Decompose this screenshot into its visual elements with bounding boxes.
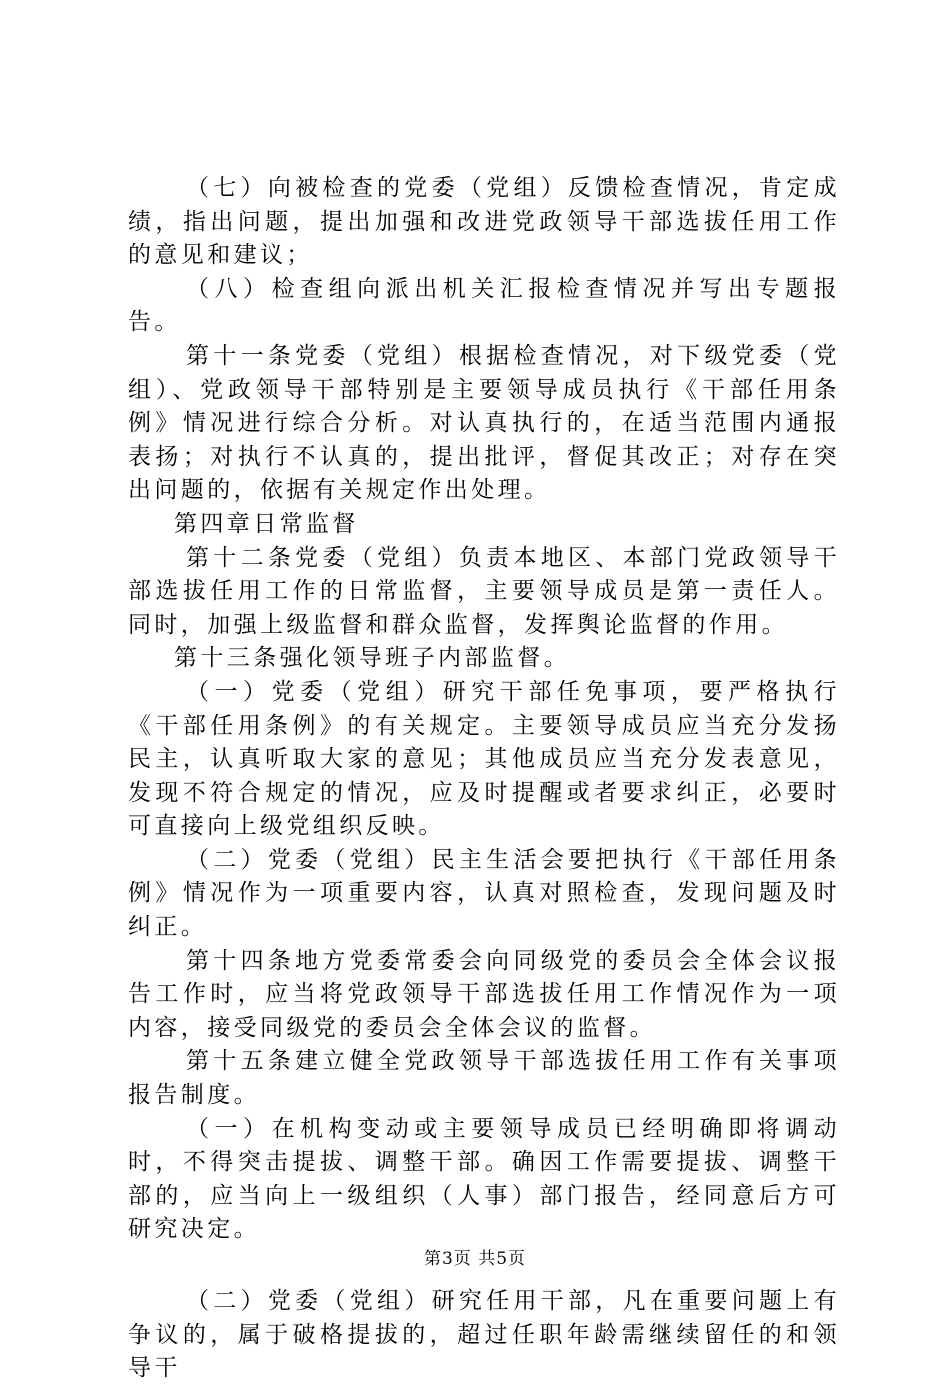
article-15: 第十五条建立健全党政领导干部选拔任用工作有关事项报告制度。 bbox=[128, 1048, 840, 1109]
article-13: 第十三条强化领导班子内部监督。 bbox=[174, 645, 570, 672]
article-15-item-1: （一）在机构变动或主要领导成员已经明确即将调动时，不得突击提拔、调整干部。确因工作需要提拔、调整干部的，应当向上一级组织（人事）部门报告，经同意后方可研究决定。 bbox=[128, 1115, 840, 1243]
article-13-item-2: （二）党委（党组）民主生活会要把执行《干部任用条例》情况作为一项重要内容，认真对照检查，发现问题及时纠正。 bbox=[128, 846, 840, 941]
page-number-footer: 第3页 共5页 bbox=[423, 1249, 527, 1269]
article-11: 第十一条党委（党组）根据检查情况，对下级党委（党组）、党政领导干部特别是主要领导成员执行《干部任用条例》情况进行综合分析。对认真执行的，在适当范围内通报表扬；对执行不认真的，提出批评，督促其改正；对存在突出问题的，依据有关规定作出处理。 bbox=[128, 342, 840, 504]
paragraph-7-feedback: （七）向被检查的党委（党组）反馈检查情况，肯定成绩，指出问题，提出加强和改进党政领导干部选拔任用工作的意见和建议； bbox=[128, 175, 840, 269]
chapter-4-heading: 第四章日常监督 bbox=[174, 510, 359, 537]
article-15-item-2: （二）党委（党组）研究任用干部，凡在重要问题上有争议的，属于破格提拔的，超过任职年龄需继续留任的和领导干 bbox=[128, 1288, 840, 1382]
paragraph-8-report: （八）检查组向派出机关汇报检查情况并写出专题报告。 bbox=[128, 275, 840, 336]
document-body bbox=[128, 172, 840, 1386]
article-14: 第十四条地方党委常委会向同级党的委员会全体会议报告工作时，应当将党政领导干部选拔任用工作情况作为一项内容，接受同级党的委员会全体会议的监督。 bbox=[128, 947, 840, 1041]
article-13-item-1: （一）党委（党组）研究干部任免事项，要严格执行《干部任用条例》的有关规定。主要领导成员应当充分发扬民主，认真听取大家的意见；其他成员应当充分发表意见，发现不符合规定的情况，应及时提醒或者要求纠正，必要时可直接向上级党组织反映。 bbox=[128, 678, 840, 840]
article-12: 第十二条党委（党组）负责本地区、本部门党政领导干部选拔任用工作的日常监督，主要领导成员是第一责任人。同时，加强上级监督和群众监督，发挥舆论监督的作用。 bbox=[128, 544, 840, 638]
